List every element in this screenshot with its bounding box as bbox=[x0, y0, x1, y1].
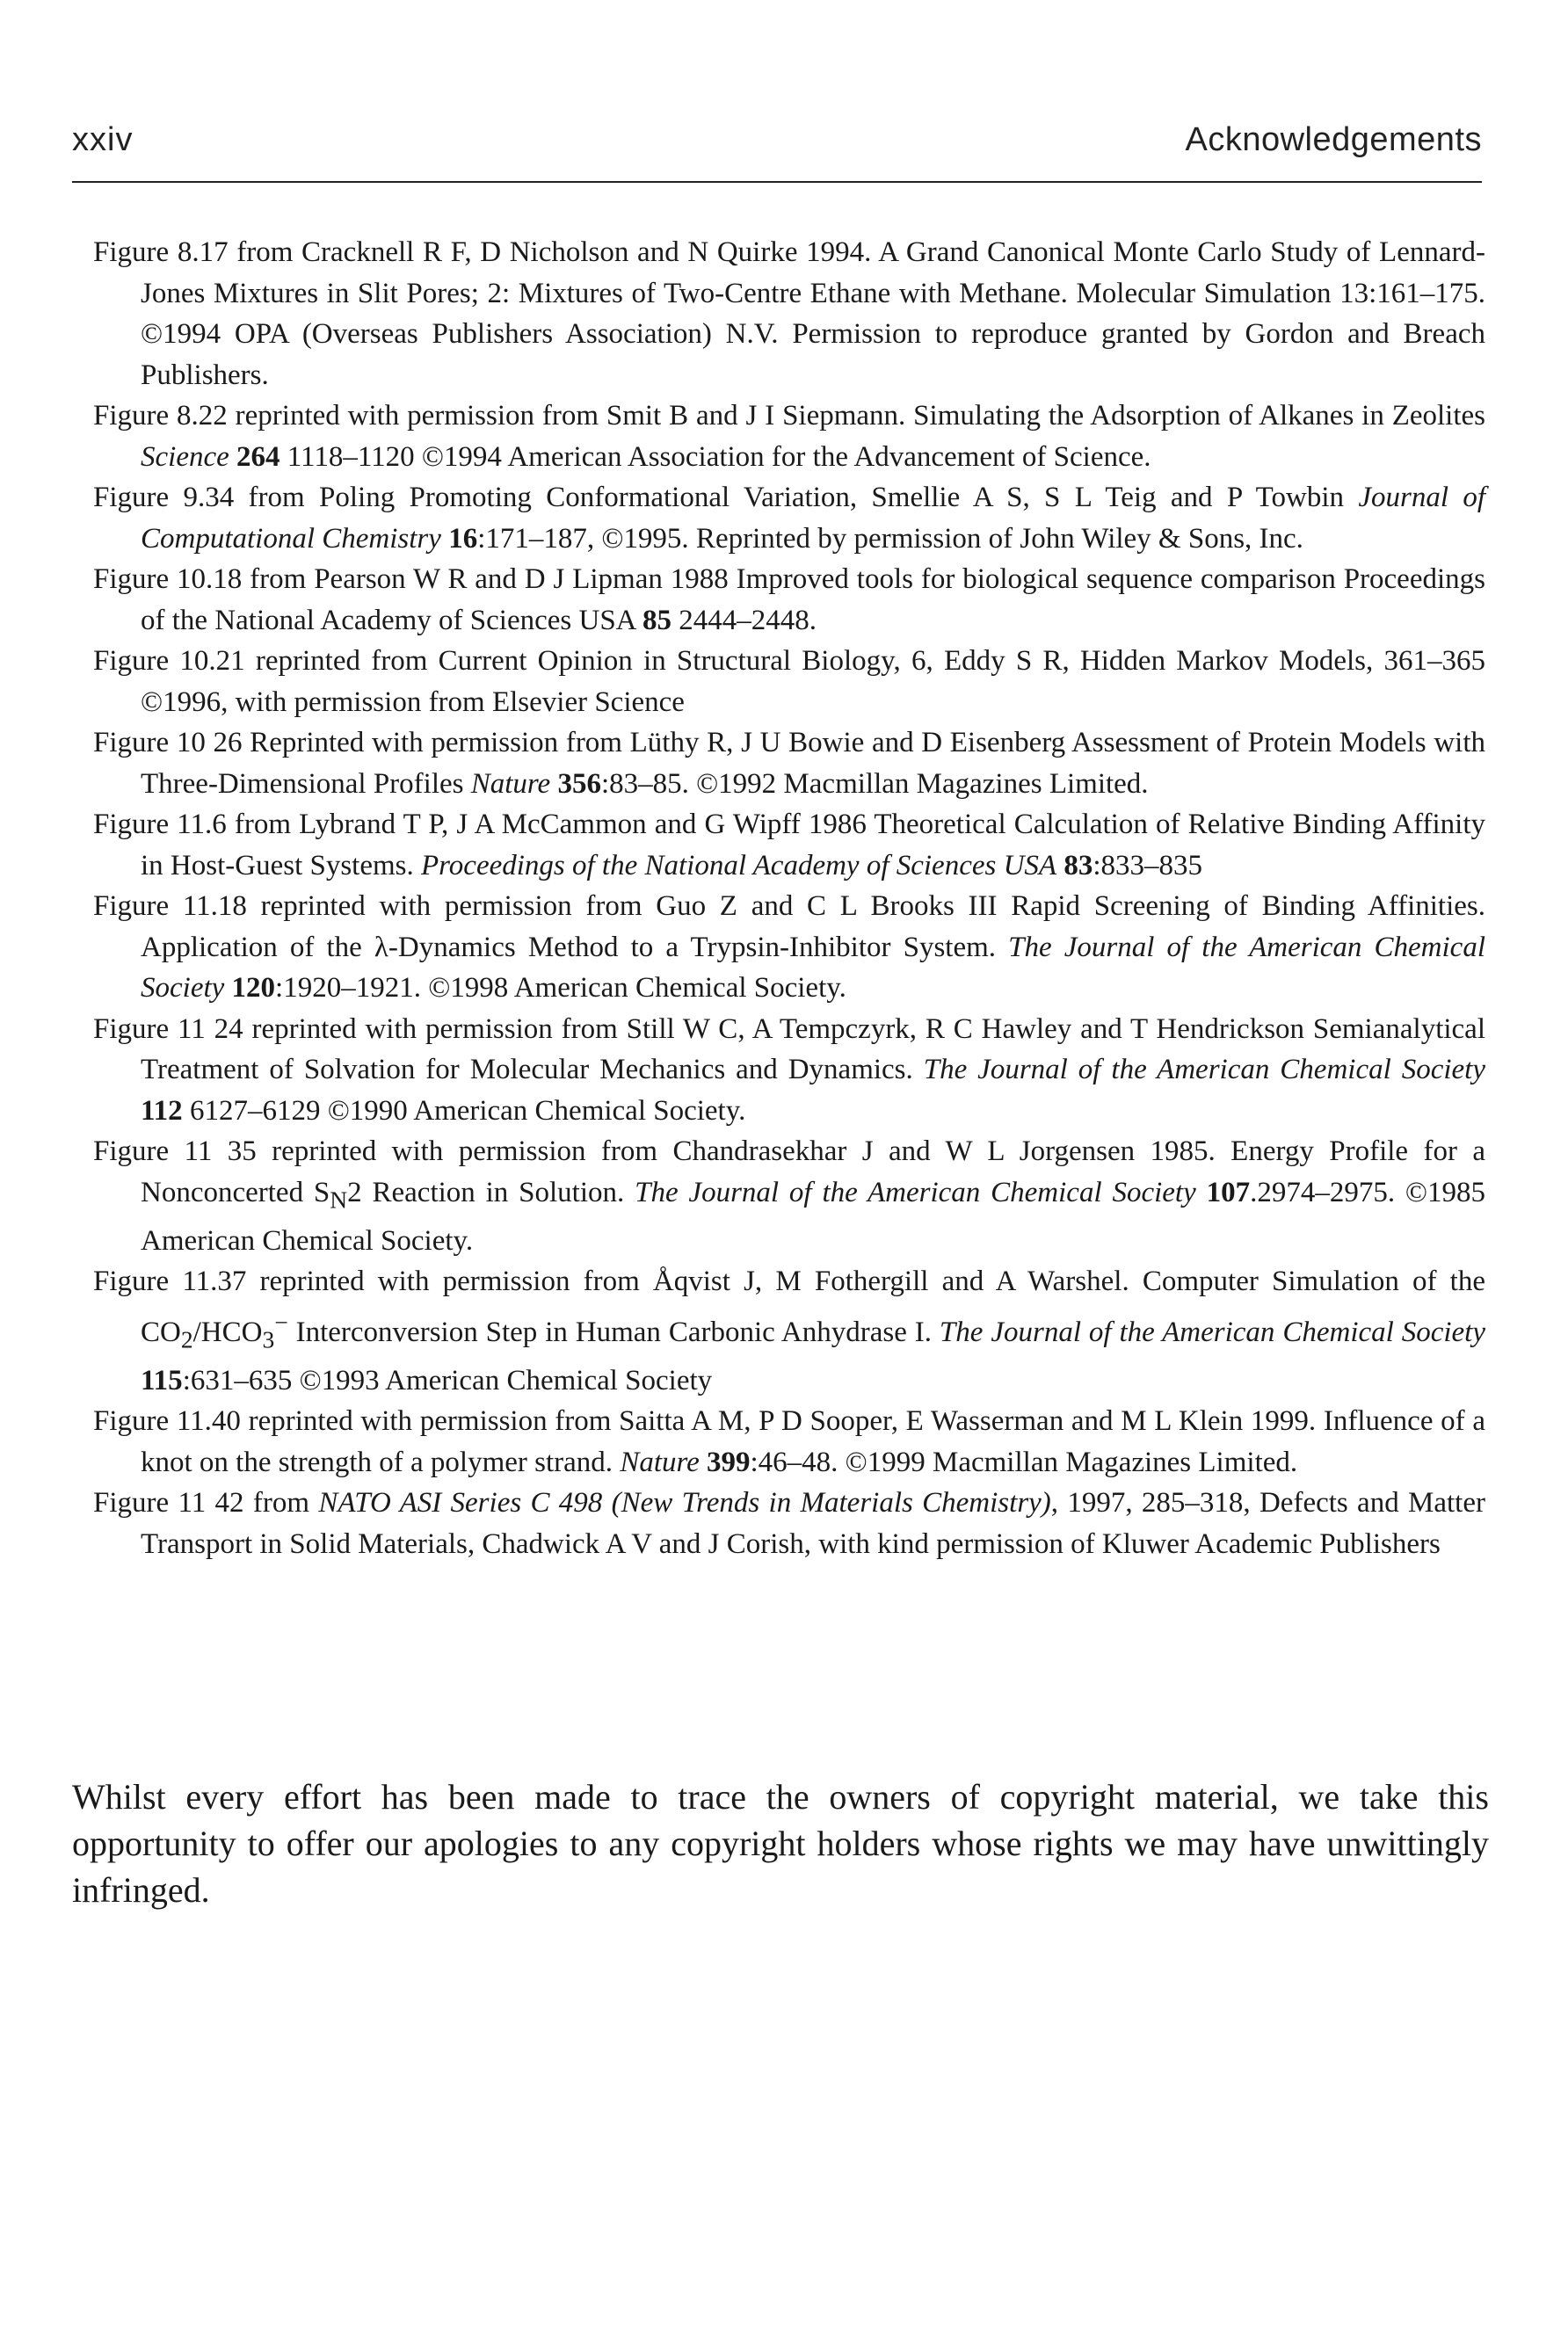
figure-credit bbox=[93, 1131, 1485, 1261]
credit-text-segment: 107 bbox=[1206, 1176, 1251, 1208]
credit-text-segment: NATO ASI Series C 498 (New Trends in Materials Chemistry) bbox=[318, 1487, 1051, 1520]
credit-text-segment: 399 bbox=[707, 1446, 751, 1478]
figure-credit bbox=[93, 1401, 1485, 1483]
credit-text-segment bbox=[224, 972, 231, 1004]
credit-text-segment: 3 bbox=[262, 1325, 275, 1353]
figure-credit bbox=[93, 477, 1486, 559]
credit-text-segment: , 1997, 285–318, Defects and Matter Transport in Solid Materials, Chadwick A V and J Corish, with kind permission of Kluwer Academic Publishers bbox=[141, 1487, 1485, 1560]
credit-text-segment: 2 bbox=[180, 1325, 193, 1353]
page-number: xxiv bbox=[72, 121, 134, 158]
credit-text-segment: 264 bbox=[236, 440, 280, 473]
credit-text-segment: 16 bbox=[448, 522, 478, 555]
figure-credit bbox=[93, 232, 1485, 395]
credit-text-segment: Interconversion Step in Human Carbonic Anhydrase I. bbox=[287, 1316, 940, 1348]
credit-text-segment: N bbox=[330, 1186, 348, 1214]
credit-text-segment: 85 bbox=[642, 604, 671, 636]
credit-text-segment: Figure 11.18 reprinted with permission from Guo Z and C L Brooks III Rapid Screening of Binding Affinities. Application of the λ-Dynamics Method to a Trypsin-Inhibitor System. bbox=[93, 890, 1485, 963]
credit-text-segment: .2974–2975. ©1985 American Chemical Society. bbox=[141, 1176, 1485, 1257]
credit-text-segment bbox=[441, 523, 448, 555]
figure-credit bbox=[93, 886, 1485, 1009]
figure-credit bbox=[93, 1009, 1485, 1132]
credit-text-segment: 120 bbox=[231, 972, 276, 1004]
credit-text-segment: Figure 11.40 reprinted with permission from Saitta A M, P D Sooper, E Wasserman and M L Klein 1999. Influence of a knot on the strength of a polymer strand. bbox=[93, 1405, 1485, 1478]
credit-text-segment: :46–48. ©1999 Macmillan Magazines Limited. bbox=[750, 1446, 1298, 1478]
credit-text-segment: 6127–6129 ©1990 American Chemical Society. bbox=[182, 1094, 746, 1127]
figure-credit bbox=[93, 1483, 1485, 1564]
credit-text-segment: The Journal of the American Chemical Society bbox=[939, 1316, 1485, 1348]
credit-text-segment: Figure 11.37 reprinted with permission from Åqvist J, M Fothergill and A Warshel. Computer Simulation of the CO bbox=[93, 1266, 1485, 1348]
credit-text-segment: The Journal of the American Chemical Society bbox=[635, 1176, 1196, 1208]
figure-credit bbox=[93, 559, 1485, 641]
credit-text-segment bbox=[700, 1447, 707, 1478]
credit-text-segment: Figure 8.22 reprinted with permission from Smit B and J I Siepmann. Simulating the Adsorption of Alkanes in Zeolites bbox=[93, 400, 1485, 432]
credit-text-segment: :171–187, ©1995. Reprinted by permission of John Wiley & Sons, Inc. bbox=[477, 522, 1303, 555]
credit-text-segment: 115 bbox=[141, 1364, 183, 1396]
credit-text-segment: Proceedings of the National Academy of Sciences USA bbox=[421, 849, 1057, 881]
figure-credit bbox=[93, 641, 1485, 722]
credit-text-segment: :631–635 ©1993 American Chemical Society bbox=[182, 1364, 713, 1396]
page-header bbox=[72, 121, 1482, 170]
credit-text-segment: Figure 9.34 from Poling Promoting Conformational Variation, Smellie A S, S L Teig and P Towbin bbox=[93, 482, 1359, 513]
credit-text-segment: :833–835 bbox=[1093, 849, 1203, 881]
credit-text-segment: 2 Reaction in Solution. bbox=[347, 1176, 635, 1208]
credit-text-segment: Figure 11 35 reprinted with permission from Chandrasekhar J and W L Jorgensen 1985. Energy Profile for a Nonconcerted S bbox=[93, 1135, 1485, 1208]
credit-text-segment: 356 bbox=[557, 767, 601, 800]
credit-text-segment: /HCO bbox=[192, 1316, 263, 1348]
credit-text-segment: Figure 11.6 from Lybrand T P, J A McCammon and G Wipff 1986 Theoretical Calculation of Relative Binding Affinity in Host-Guest Systems. bbox=[93, 809, 1485, 881]
header-rule bbox=[72, 181, 1482, 183]
credit-text-segment: Figure 8.17 from Cracknell R F, D Nicholson and N Quirke 1994. A Grand Canonical Monte Carlo Study of Lennard-Jones Mixtures in Slit Pores; 2: Mixtures of Two-Centre Ethane with Methane. Molecular Simulation 13:161–175. ©1994 OPA (Overseas Publishers Association) N.V. Permission to reproduce granted by Gordon and Breach Publishers. bbox=[93, 236, 1485, 391]
running-head: Acknowledgements bbox=[1185, 121, 1482, 158]
credit-text-segment: Science bbox=[141, 440, 229, 473]
credit-text-segment: The Journal of the American Chemical Society bbox=[141, 931, 1485, 1004]
figure-credit bbox=[93, 804, 1485, 886]
credit-text-segment: :83–85. ©1992 Macmillan Magazines Limited. bbox=[600, 767, 1149, 800]
credit-text-segment: Journal of Computational Chemistry bbox=[141, 482, 1486, 555]
credit-text-segment: Nature bbox=[470, 767, 551, 800]
credit-text-segment bbox=[1196, 1177, 1207, 1208]
credit-text-segment: Figure 10.21 reprinted from Current Opinion in Structural Biology, 6, Eddy S R, Hidden Markov Models, 361–365 ©1996, with permission from Elsevier Science bbox=[93, 645, 1485, 718]
credit-text-segment bbox=[229, 441, 236, 473]
credit-text-segment: 2444–2448. bbox=[671, 604, 817, 636]
credit-text-segment: Figure 10.18 from Pearson W R and D J Lipman 1988 Improved tools for biological sequence comparison Proceedings of the National Academy of Sciences USA bbox=[93, 563, 1485, 636]
figure-credit bbox=[93, 395, 1485, 477]
figure-credits-list bbox=[93, 232, 1485, 1564]
credit-text-segment: :1920–1921. ©1998 American Chemical Society. bbox=[275, 972, 846, 1004]
credit-text-segment: 1118–1120 ©1994 American Association for the Advancement of Science. bbox=[279, 440, 1151, 473]
credit-text-segment: Figure 10 26 Reprinted with permission from Lüthy R, J U Bowie and D Eisenberg Assessment of Protein Models with Three-Dimensional Profiles bbox=[93, 727, 1485, 800]
credit-text-segment: Nature bbox=[620, 1446, 700, 1478]
credit-text-segment: 112 bbox=[141, 1094, 183, 1127]
closing-note: Whilst every effort has been made to trace the owners of copyright material, we take this opportunity to offer our apologies to any copyright holders whose rights we may have unwittingly infringed. bbox=[72, 1777, 1489, 1910]
credit-text-segment: Figure 11 24 reprinted with permission from Still W C, A Tempczyrk, R C Hawley and T Hendrickson Semianalytical Treatment of Solvation for Molecular Mechanics and Dynamics. bbox=[93, 1012, 1485, 1085]
credit-text-segment: The Journal of the American Chemical Society bbox=[923, 1054, 1485, 1085]
credit-text-segment: 83 bbox=[1063, 849, 1093, 881]
figure-credit bbox=[93, 722, 1485, 804]
credit-text-segment: Figure 11 42 from bbox=[93, 1487, 319, 1520]
figure-credit bbox=[93, 1261, 1485, 1401]
credit-text-segment: − bbox=[274, 1308, 288, 1336]
